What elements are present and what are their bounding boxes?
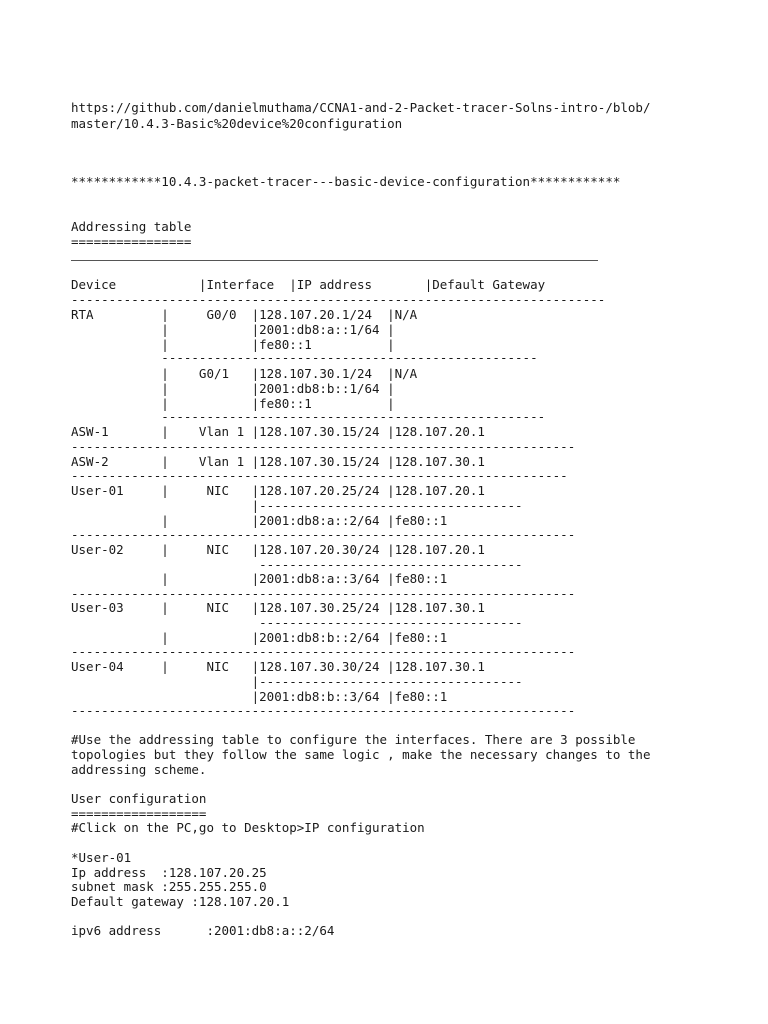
table-line: ------------------------------------------------------------------- [71,527,576,542]
note-line: addressing scheme. [71,762,207,777]
table-line: |----------------------------------- [71,674,523,689]
document-title: ************10.4.3-packet-tracer---basic-device-configuration************ [71,174,621,189]
note-line: topologies but they follow the same logic , make the necessary changes to the [71,747,651,762]
table-line: |2001:db8:b::3/64 |fe80::1 [71,689,448,704]
table-line: ------------------------------------------------------------------- [71,703,576,718]
ipv6-address-line: ipv6 address :2001:db8:a::2/64 [71,923,335,938]
table-line: | |2001:db8:b::2/64 |fe80::1 [71,630,448,645]
table-line: RTA | G0/0 |128.107.20.1/24 |N/A [71,307,418,322]
table-line: -------------------------------------------------- [71,350,538,365]
table-line: ASW-1 | Vlan 1 |128.107.30.15/24 |128.107.20.1 [71,424,485,439]
table-line: | |2001:db8:a::3/64 |fe80::1 [71,571,448,586]
table-line: ------------------------------------------------------------------- [71,439,576,454]
user-01-line: Ip address :128.107.20.25 [71,865,267,880]
table-line: ------------------------------------------------------------------- [71,586,576,601]
addressing-table-heading: Addressing table [71,219,192,234]
table-line: Device |Interface |IP address |Default Gateway [71,277,546,292]
table-line: | |fe80::1 | [71,337,395,352]
table-line: | G0/1 |128.107.30.1/24 |N/A [71,366,418,381]
table-line: | |2001:db8:a::2/64 |fe80::1 [71,513,448,528]
user-01-line: subnet mask :255.255.255.0 [71,879,267,894]
table-line: ----------------------------------- [71,615,523,630]
addressing-table-underline: ================ [71,234,192,249]
table-line: ----------------------------------------------------------------------- [71,292,606,307]
table-line: |----------------------------------- [71,498,523,513]
table-line: --------------------------------------------------- [71,409,546,424]
instruction-line: #Click on the PC,go to Desktop>IP configuration [71,820,425,835]
table-line: ASW-2 | Vlan 1 |128.107.30.15/24 |128.107.30.1 [71,454,485,469]
source-url-line-2: master/10.4.3-Basic%20device%20configuration [71,116,403,131]
table-line: User-04 | NIC |128.107.30.30/24 |128.107.30.1 [71,659,485,674]
user-config-underline: ================== [71,806,207,821]
table-line: | |2001:db8:a::1/64 | [71,322,395,337]
horizontal-rule [71,260,598,261]
table-line: User-01 | NIC |128.107.20.25/24 |128.107.20.1 [71,483,485,498]
table-line: ------------------------------------------------------------------ [71,468,568,483]
table-line: | |fe80::1 | [71,396,395,411]
user-01-line: *User-01 [71,850,132,865]
table-line: | |2001:db8:b::1/64 | [71,381,395,396]
user-01-line: Default gateway :128.107.20.1 [71,894,290,909]
note-line: #Use the addressing table to configure the interfaces. There are 3 possible [71,732,636,747]
table-line: User-02 | NIC |128.107.20.30/24 |128.107.20.1 [71,542,485,557]
source-url-line-1: https://github.com/danielmuthama/CCNA1-and-2-Packet-tracer-Solns-intro-/blob/ [71,100,651,115]
table-line: User-03 | NIC |128.107.30.25/24 |128.107.30.1 [71,600,485,615]
table-line: ------------------------------------------------------------------- [71,644,576,659]
user-config-heading: User configuration [71,791,207,806]
table-line: ----------------------------------- [71,557,523,572]
